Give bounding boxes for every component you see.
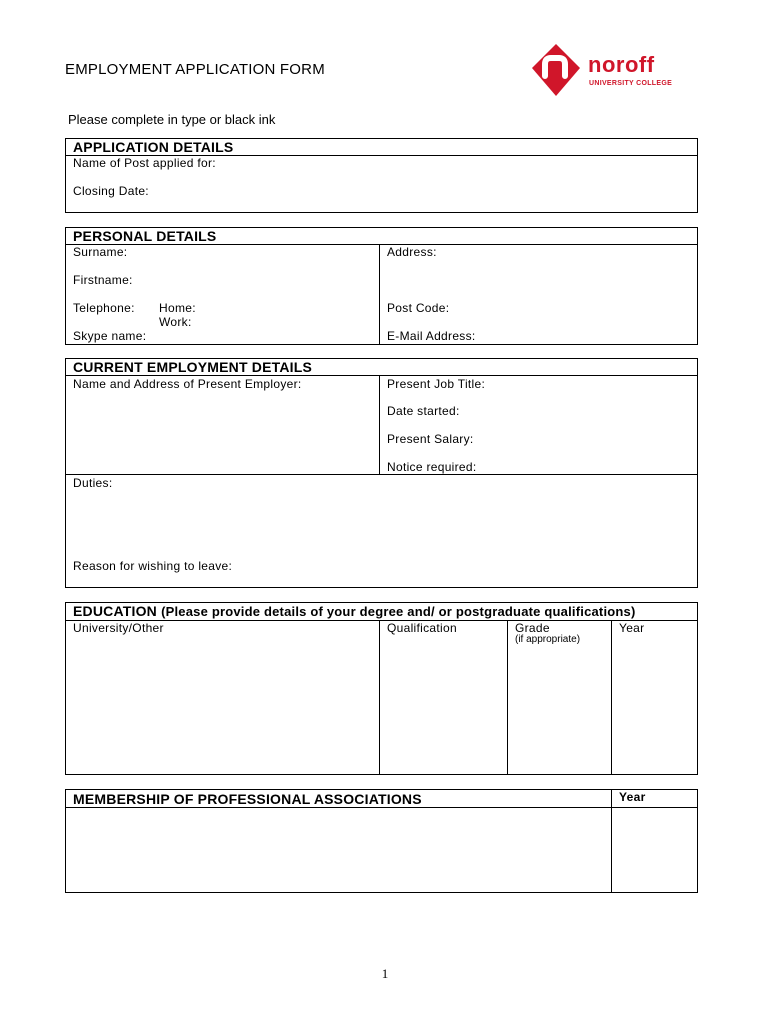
education-col-year: Year [619, 621, 645, 635]
instruction-text: Please complete in type or black ink [68, 112, 276, 127]
reason-leaving-label: Reason for wishing to leave: [73, 559, 233, 573]
education-heading [73, 603, 636, 619]
education-grade-note: (if appropriate) [515, 634, 581, 645]
education-col-grade: Grade [515, 621, 550, 635]
address-label: Address: [387, 245, 437, 259]
employment-details-box [65, 358, 698, 588]
education-heading-note: (Please provide details of your degree and/ or postgraduate qualifications) [161, 604, 636, 619]
education-heading-title: EDUCATION [73, 603, 157, 619]
skype-label: Skype name: [73, 329, 147, 343]
telephone-label: Telephone: [73, 301, 135, 315]
surname-label: Surname: [73, 245, 128, 259]
email-label: E-Mail Address: [387, 329, 476, 343]
date-started-label: Date started: [387, 404, 460, 418]
employment-details-heading: CURRENT EMPLOYMENT DETAILS [73, 359, 313, 375]
notice-label: Notice required: [387, 460, 477, 474]
salary-label: Present Salary: [387, 432, 474, 446]
logo-wordmark: noroff [588, 52, 655, 77]
page-title: EMPLOYMENT APPLICATION FORM [65, 61, 325, 78]
logo-subtitle: UNIVERSITY COLLEGE [589, 80, 673, 87]
job-title-label: Present Job Title: [387, 377, 486, 391]
employer-label: Name and Address of Present Employer: [73, 377, 302, 391]
work-phone-label: Work: [159, 315, 192, 329]
personal-details-heading: PERSONAL DETAILS [73, 228, 217, 244]
membership-year-label: Year [619, 790, 646, 804]
application-details-heading: APPLICATION DETAILS [73, 139, 234, 155]
firstname-label: Firstname: [73, 273, 133, 287]
education-col-university: University/Other [73, 621, 164, 635]
noroff-logo-icon [530, 42, 582, 100]
education-col-qualification: Qualification [387, 621, 457, 635]
duties-label: Duties: [73, 476, 113, 490]
membership-heading: MEMBERSHIP OF PROFESSIONAL ASSOCIATIONS [73, 791, 422, 807]
page-number: 1 [381, 966, 389, 981]
noroff-logo [530, 42, 700, 100]
closing-date-label: Closing Date: [73, 184, 149, 198]
postcode-label: Post Code: [387, 301, 450, 315]
home-phone-label: Home: [159, 301, 196, 315]
post-applied-label: Name of Post applied for: [73, 156, 216, 170]
